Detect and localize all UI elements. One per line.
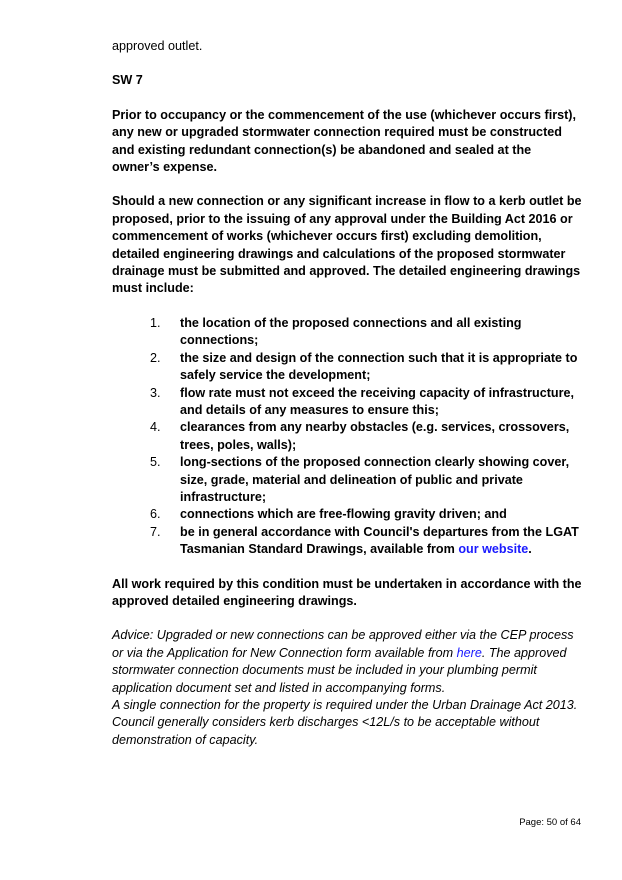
requirements-list (112, 315, 582, 559)
list-item-number: 3. (150, 385, 161, 400)
advice-note: A single connection for the property is required under the Urban Drainage Act 2013. Council generally considers kerb discharges <12L/s to be acceptable without demonstration of capacity. (112, 698, 578, 747)
occupancy-paragraph: Prior to occupancy or the commencement of the use (whichever occurs first), any new or upgraded stormwater connection required must be constructed and existing redundant connection(s) be abandoned and sealed at the owner’s expense. (112, 107, 576, 175)
list-item-text: clearances from any nearby obstacles (e.g. services, crossovers, trees, poles, walls); (180, 420, 570, 452)
list-item-text-end: . (528, 542, 532, 557)
list-item-text: be in general accordance with Council's departures from the LGAT Tasmanian Standard Drawings, available from (180, 524, 579, 557)
advice-paragraph (112, 627, 582, 697)
work-paragraph: All work required by this condition must be undertaken in accordance with the approved detailed engineering drawings. (112, 576, 582, 608)
page-content (112, 38, 582, 749)
connection-paragraph: Should a new connection or any significant increase in flow to a kerb outlet be proposed, prior to the issuing of any approval under the Building Act 2016 or commencement of works (whichever occurs first) excluding demolition, detailed engineering drawings and calculations of the proposed stormwater drainage must be submitted and approved. The detailed engineering drawings must include: (112, 194, 582, 296)
list-item (112, 419, 582, 454)
list-item (112, 350, 582, 385)
list-item-number: 2. (150, 350, 161, 365)
list-item (112, 524, 582, 559)
list-item-number: 1. (150, 315, 161, 330)
list-item-text: connections which are free-flowing gravity driven; and (180, 507, 507, 522)
list-item (112, 454, 582, 506)
list-item-text: flow rate must not exceed the receiving capacity of infrastructure, and details of any measures to ensure this; (180, 385, 575, 417)
our-website-link[interactable]: our website (458, 542, 529, 557)
advice-text: Advice: Upgraded or new connections can be approved either via the CEP process or via the Application for New Connection form available from (112, 628, 574, 660)
continuation-text: approved outlet. (112, 39, 203, 53)
advice-text-continued: . The approved stormwater connection documents must be included in your plumbing permit application document set and listed in accompanying forms. (112, 645, 567, 695)
list-item-text: the size and design of the connection such that it is appropriate to safely service the development; (180, 350, 578, 383)
page-number: Page: 50 of 64 (519, 817, 581, 828)
list-item-text: the location of the proposed connections and all existing connections; (180, 315, 522, 348)
list-item-number: 6. (150, 507, 161, 522)
list-item (112, 506, 582, 523)
list-item-number: 7. (150, 524, 161, 539)
list-item-number: 5. (150, 455, 161, 470)
list-item-text: long-sections of the proposed connection clearly showing cover, size, grade, material and delineation of public and private infrastructure; (180, 455, 570, 504)
here-link[interactable]: here (456, 645, 482, 660)
list-item (112, 315, 582, 350)
list-item (112, 385, 582, 420)
list-item-number: 4. (150, 420, 161, 435)
condition-heading: SW 7 (112, 73, 143, 88)
